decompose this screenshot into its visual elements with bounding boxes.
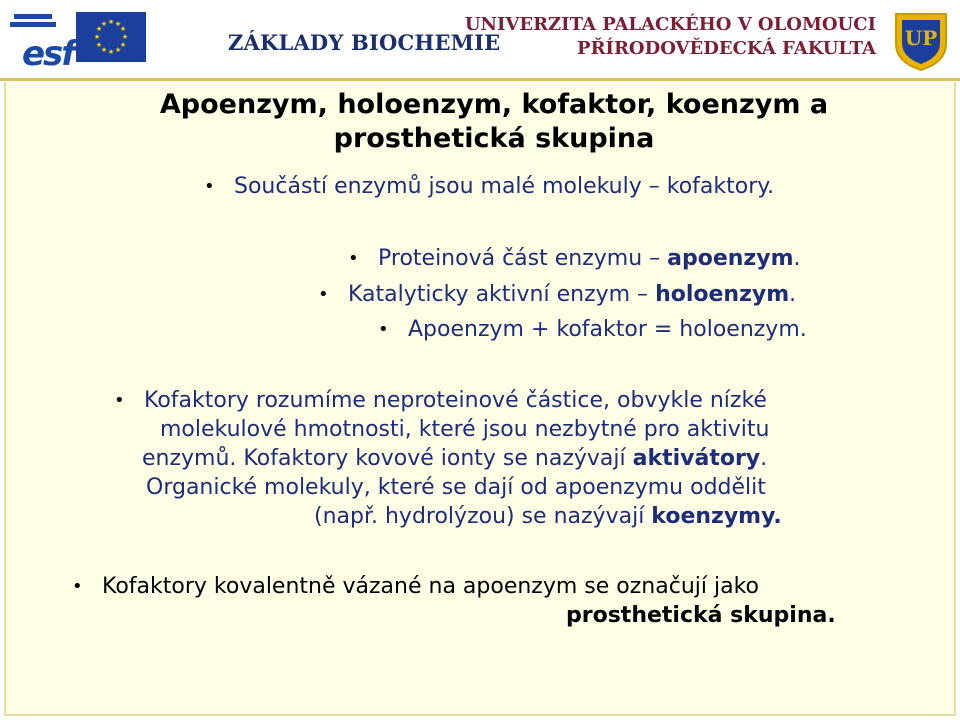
esf-stripe	[14, 14, 52, 19]
esf-stripe	[10, 22, 56, 27]
bullet-line-prosthetic	[566, 601, 836, 630]
svg-text:★: ★	[100, 46, 108, 54]
svg-text:★: ★	[119, 25, 127, 33]
bullet-term: apoenzym	[667, 246, 794, 271]
bullet-line: molekulové hmotnosti, které jsou nezbytné pro aktivitu	[160, 417, 770, 442]
bullet-dot-icon: •	[378, 319, 389, 340]
svg-text:★: ★	[119, 41, 127, 49]
svg-text:★: ★	[121, 33, 129, 41]
svg-text:★: ★	[100, 20, 108, 28]
bullet-dot-icon: •	[204, 176, 215, 197]
bullet-line: Kofaktory kovalentně vázané na apoenzym se označují jako	[102, 574, 759, 599]
bullet-dot-icon: •	[348, 248, 359, 269]
bullet-text: Proteinová část enzymu –	[378, 246, 668, 271]
svg-text:★: ★	[95, 25, 103, 33]
svg-text:★: ★	[114, 46, 122, 54]
bullet-term: koenzymy.	[651, 504, 782, 529]
bullet-line-activators	[142, 444, 767, 473]
bullet-cofactor-definition	[114, 386, 767, 415]
bullet-term: aktivátory	[632, 446, 761, 471]
bullet-text: enzymů. Kofaktory kovové ionty se nazývají	[142, 446, 633, 471]
eu-flag-icon	[76, 12, 146, 62]
esf-logo-text: esf	[22, 34, 75, 74]
bullet-line: Kofaktory rozumíme neproteinové částice, obvykle nízké	[144, 388, 767, 413]
bullet-line-coenzymes	[314, 502, 782, 531]
bullet-text: (např. hydrolýzou) se nazývají	[314, 504, 652, 529]
bullet-text: .	[789, 282, 797, 307]
bullet-apoenzyme	[348, 244, 801, 273]
svg-text:★: ★	[93, 33, 101, 41]
university-crest-icon	[892, 10, 950, 72]
bullet-text: Katalyticky aktivní enzym –	[348, 282, 656, 307]
course-title: ZÁKLADY BIOCHEMIE	[228, 30, 501, 55]
bullet-equation	[378, 315, 807, 344]
university-name	[465, 13, 876, 61]
svg-text:★: ★	[114, 20, 122, 28]
bullet-holoenzyme	[318, 280, 797, 309]
svg-text:★: ★	[107, 18, 115, 26]
bullet-text: .	[760, 446, 768, 471]
bullet-text: .	[793, 246, 801, 271]
header-banner	[0, 0, 960, 78]
esf-logo	[10, 10, 75, 74]
bullet-text: Součástí enzymů jsou malé molekuly – kofaktory.	[234, 174, 775, 199]
bullet-dot-icon: •	[318, 284, 329, 305]
bullet-prosthetic-group	[72, 572, 759, 601]
university-line: UNIVERZITA PALACKÉHO V OLOMOUCI	[464, 14, 876, 35]
bullet-cofactors	[204, 172, 775, 201]
bullet-line: Organické molekuly, které se dají od apoenzymu oddělit	[146, 475, 766, 500]
crest-letters: UP	[904, 26, 938, 50]
bullet-dot-icon: •	[72, 576, 83, 597]
slide-title: Apoenzym, holoenzym, kofaktor, koenzym a prosthetická skupina	[159, 89, 829, 154]
bullet-term: holoenzym	[655, 282, 790, 307]
bullet-text: Apoenzym + kofaktor = holoenzym.	[408, 317, 807, 342]
bullet-term: prosthetická skupina.	[566, 603, 836, 628]
header-divider	[0, 78, 960, 81]
bullet-dot-icon: •	[114, 390, 125, 411]
svg-text:★: ★	[107, 48, 115, 56]
faculty-line: PŘÍRODOVĚDECKÁ FAKULTA	[577, 38, 876, 59]
svg-text:★: ★	[95, 41, 103, 49]
